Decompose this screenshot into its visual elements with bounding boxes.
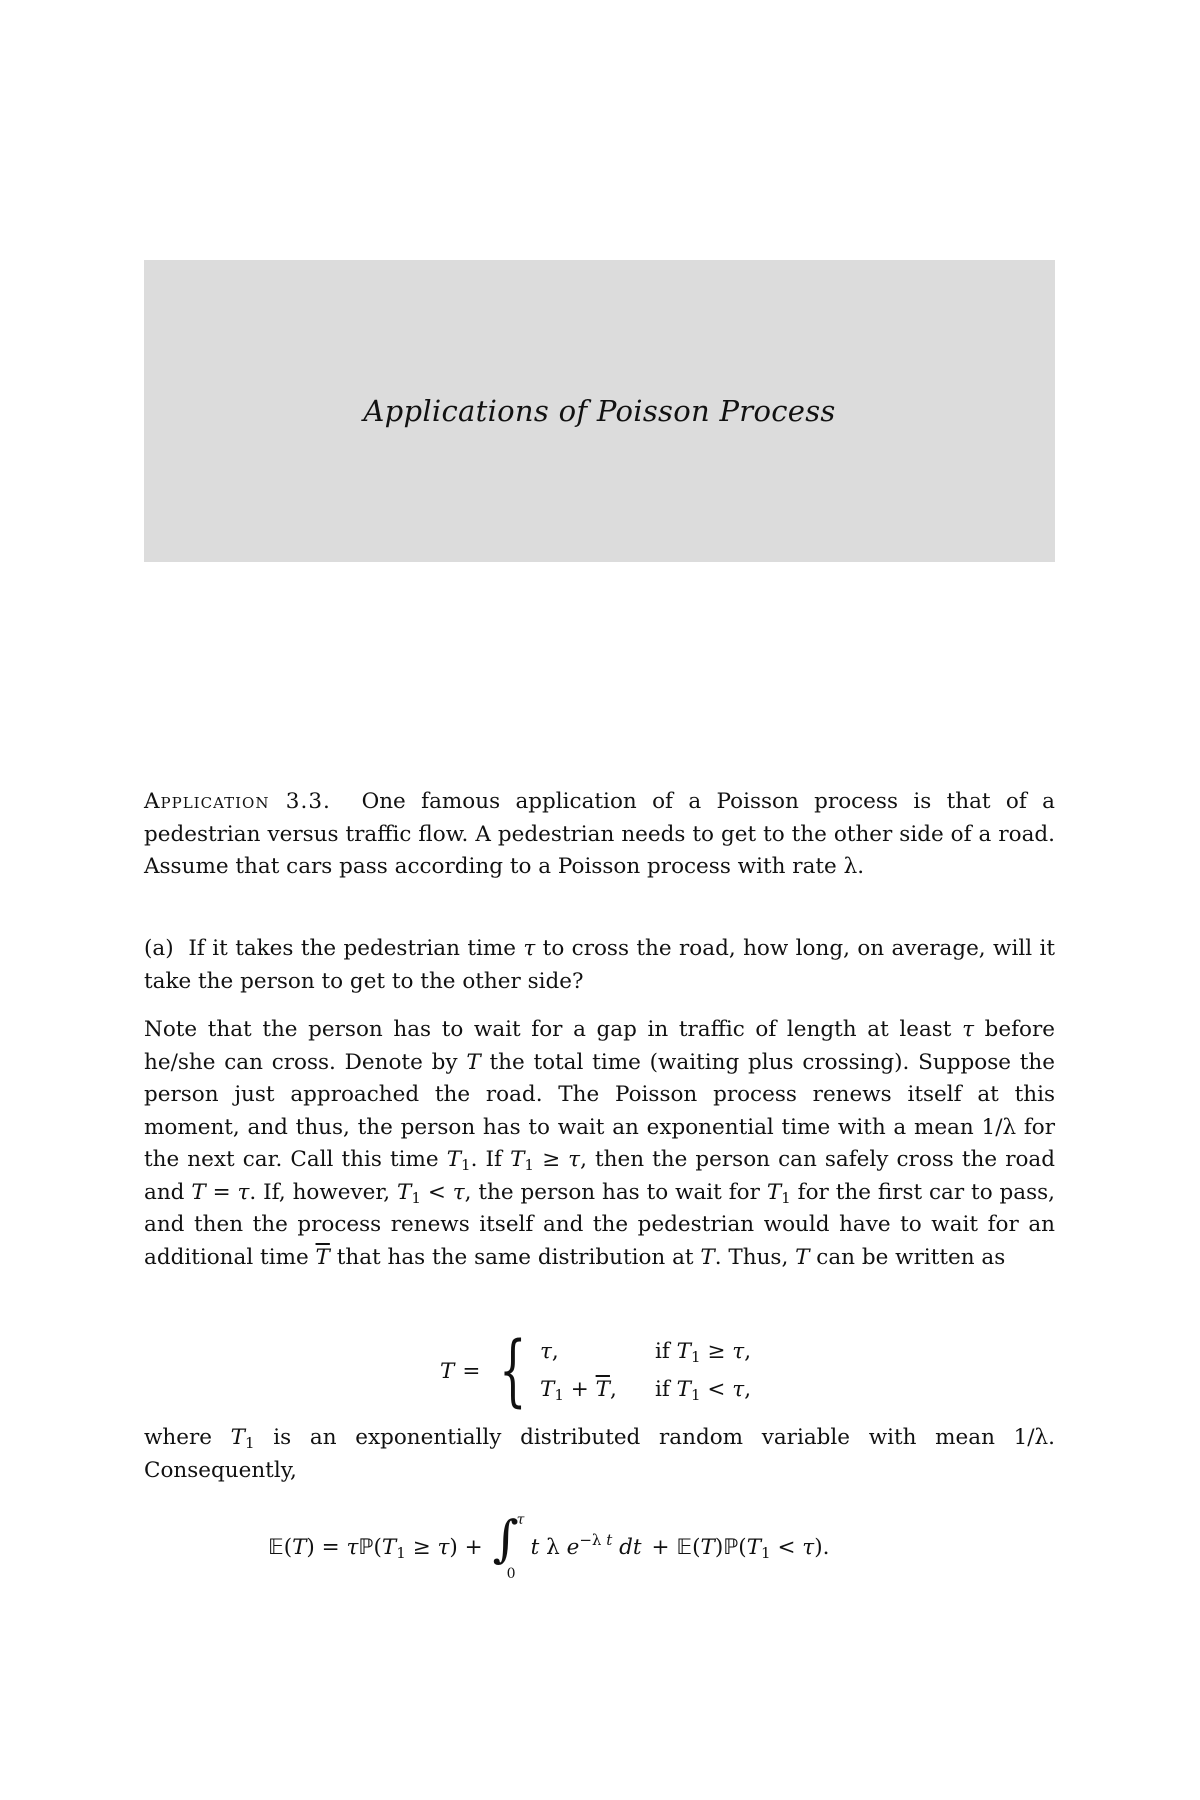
piecewise-equation xyxy=(440,1328,751,1414)
application-paragraph xyxy=(144,786,1055,884)
case1-value: τ, xyxy=(540,1339,559,1364)
equation-lhs: T xyxy=(440,1358,455,1384)
case1-condition: if $T_1 \ge \tau$, xyxy=(655,1339,752,1366)
integral-lower-limit: 0 xyxy=(506,1566,516,1582)
expectation-right: + $𝔼(T)ℙ(T_1 < \tau)$. xyxy=(651,1534,830,1562)
integral-sign: ∫ τ 0 xyxy=(492,1510,525,1582)
chapter-banner xyxy=(144,260,1055,562)
where-paragraph: where $T_1$ is an exponentially distributed random variable with mean 1/λ. Consequently, xyxy=(144,1425,1055,1483)
application-label: Application 3.3. xyxy=(144,789,331,814)
integral-upper-limit: τ xyxy=(516,1512,525,1528)
cases-block xyxy=(540,1336,751,1406)
expectation-equation xyxy=(268,1512,829,1582)
case2-value: $T_1 + \overline{T}$, xyxy=(540,1377,617,1404)
equals-sign: = xyxy=(462,1358,481,1384)
application-text: One famous application of a Poisson process is that of a pedestrian versus traffic flow. A pedestrian needs to get to the other side of a road. Assume that cars pass according to a Poisson process with rate λ. xyxy=(144,789,1055,879)
chapter-title: Applications of Poisson Process xyxy=(363,394,836,428)
case2-condition: if $T_1 < \tau$, xyxy=(655,1377,752,1404)
note-paragraph: Note that the person has to wait for a gap in traffic of length at least τ before he/she can cross. Denote by T the total time (waiting plus crossing). Suppose the person just approached the road. The Poisson process renews itself at this moment, and thus, the person has to wait an exponential time with a mean 1/λ for the next car. Call this time $T_1$. If $T_1 \ge \tau$, then the person can safely cross the road and T = τ. If, however, $T_1 < \tau$, the person has to wait for $T_1$ for the first car to pass, and then the process renews itself and the pedestrian would have to wait for an additional time $\overline{T}$ that has the same distribution at T. Thus, T can be written as xyxy=(144,1017,1056,1270)
question-paragraph xyxy=(144,933,1055,998)
integrand: t λ $e^{-\lambda t}$ dt xyxy=(530,1530,642,1560)
left-brace: { xyxy=(499,1326,527,1416)
question-text: If it takes the pedestrian time τ to cross the road, how long, on average, will it take the person to get to the other side? xyxy=(144,936,1055,994)
expectation-left: 𝔼(T) = $\tau ℙ(T_1 \ge \tau)$ + xyxy=(268,1534,483,1562)
question-label: (a) xyxy=(144,936,174,961)
